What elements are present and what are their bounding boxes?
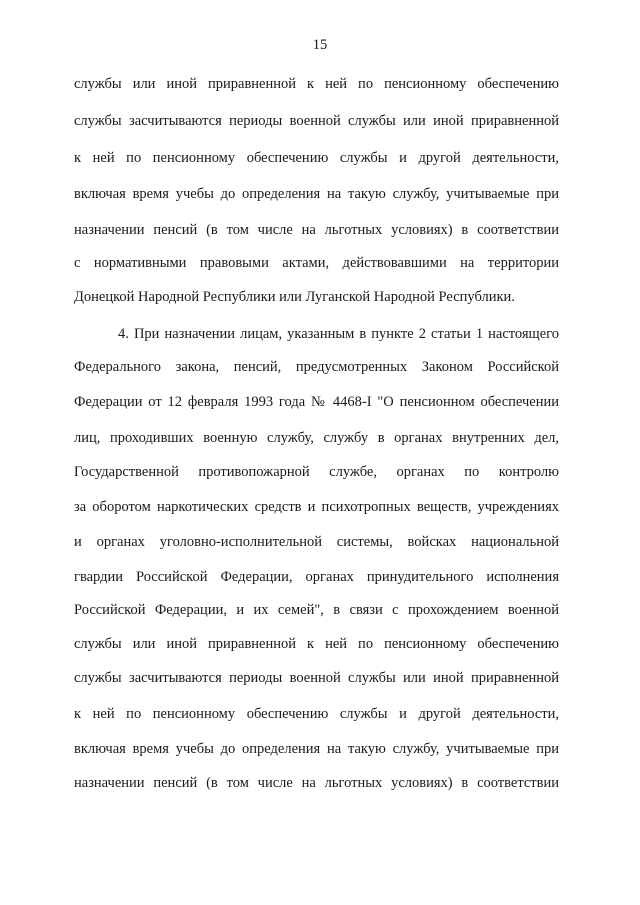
text-line: службы или иной приравненной к ней по пенсионному обеспечению <box>74 76 559 92</box>
text-line: назначении пенсий (в том числе на льготных условиях) в соответствии <box>74 775 559 791</box>
text-line: к ней по пенсионному обеспечению службы и другой деятельности, <box>74 150 559 166</box>
text-line: Государственной противопожарной службе, органах по контролю <box>74 464 559 480</box>
text-line: 4. При назначении лицам, указанным в пункте 2 статьи 1 настоящего <box>118 326 559 342</box>
text-line: с нормативными правовыми актами, действовавшими на территории <box>74 255 559 271</box>
page-number: 15 <box>312 37 328 53</box>
text-line: назначении пенсий (в том числе на льготных условиях) в соответствии <box>74 222 559 238</box>
text-line: к ней по пенсионному обеспечению службы и другой деятельности, <box>74 706 559 722</box>
text-line: и органах уголовно-исполнительной системы, войсках национальной <box>74 534 559 550</box>
text-line: службы засчитываются периоды военной службы или иной приравненной <box>74 113 559 129</box>
text-line: за оборотом наркотических средств и психотропных веществ, учреждениях <box>74 499 559 515</box>
text-line: гвардии Российской Федерации, органах принудительного исполнения <box>74 569 559 585</box>
text-line: включая время учебы до определения на такую службу, учитываемые при <box>74 186 559 202</box>
text-line: Федерального закона, пенсий, предусмотренных Законом Российской <box>74 359 559 375</box>
text-line: Донецкой Народной Республики или Луганской Народной Республики. <box>74 289 515 305</box>
text-line: Федерации от 12 февраля 1993 года № 4468-I "О пенсионном обеспечении <box>74 394 559 410</box>
text-line: службы или иной приравненной к ней по пенсионному обеспечению <box>74 636 559 652</box>
text-line: включая время учебы до определения на такую службу, учитываемые при <box>74 741 559 757</box>
text-line: Российской Федерации, и их семей", в связи с прохождением военной <box>74 602 559 618</box>
text-line: службы засчитываются периоды военной службы или иной приравненной <box>74 670 559 686</box>
text-line: лиц, проходивших военную службу, службу в органах внутренних дел, <box>74 430 559 446</box>
